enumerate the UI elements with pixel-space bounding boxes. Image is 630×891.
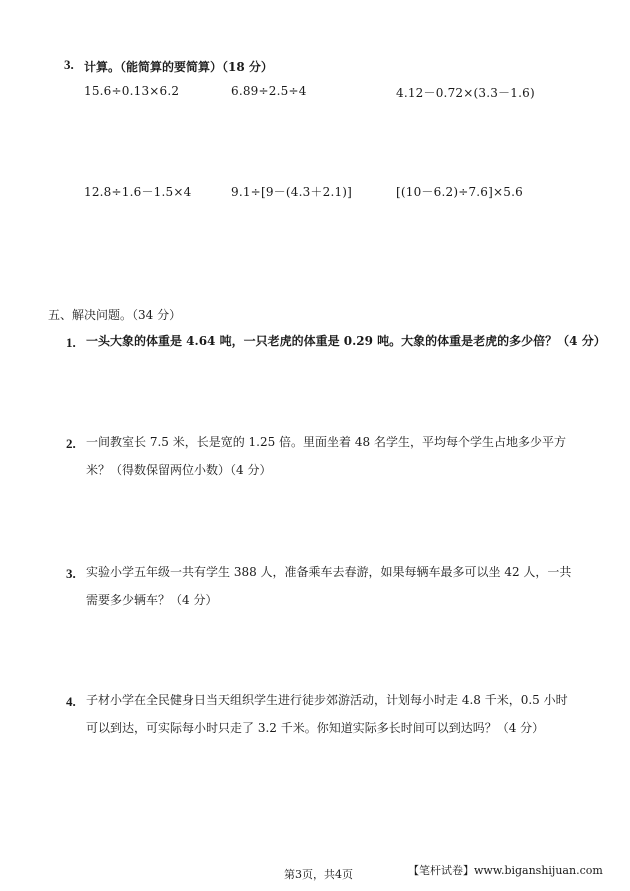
q4-number: 4.	[66, 694, 76, 709]
q2-number: 2.	[66, 436, 76, 451]
q4-line1: 子材小学在全民健身日当天组织学生进行徒步郊游活动，计划每小时走 4.8 千米，0.5 小时	[86, 693, 568, 707]
expression-3: 4.12－0.72×(3.3－1.6)	[396, 86, 535, 100]
source-watermark: 【笔杆试卷】www.biganshijuan.com	[408, 864, 603, 877]
expression-1: 15.6÷0.13×6.2	[84, 84, 180, 98]
section5-title: 五、解决问题。（34 分）	[48, 308, 182, 322]
q3-line2: 需要多少辆车？（4 分）	[86, 593, 218, 607]
q1-text: 一头大象的体重是 4.64 吨，一只老虎的体重是 0.29 吨。大象的体重是老虎的多少倍？（4 分）	[86, 334, 606, 348]
part3-title: 计算。（能简算的要简算）（18 分）	[84, 60, 273, 74]
expression-2: 6.89÷2.5÷4	[231, 84, 307, 98]
expression-4: 12.8÷1.6－1.5×4	[84, 185, 192, 199]
page-number: 第3页，共4页	[284, 868, 353, 881]
q4-line2: 可以到达，可实际每小时只走了 3.2 千米。你知道实际多长时间可以到达吗？（4 分）	[86, 721, 545, 735]
expression-5: 9.1÷[9－(4.3＋2.1)]	[231, 185, 353, 199]
q2-line2: 米？（得数保留两位小数）（4 分）	[86, 463, 272, 477]
q3-number: 3.	[66, 566, 76, 581]
q2-line1: 一间教室长 7.5 米，长是宽的 1.25 倍。里面坐着 48 名学生，平均每个学生占地多少平方	[86, 435, 566, 449]
expression-6: [(10－6.2)÷7.6]×5.6	[396, 185, 523, 199]
part3-number: 3.	[64, 57, 74, 72]
q1-number: 1.	[66, 335, 76, 350]
q3-line1: 实验小学五年级一共有学生 388 人，准备乘车去春游，如果每辆车最多可以坐 42 人，一共	[86, 565, 572, 579]
